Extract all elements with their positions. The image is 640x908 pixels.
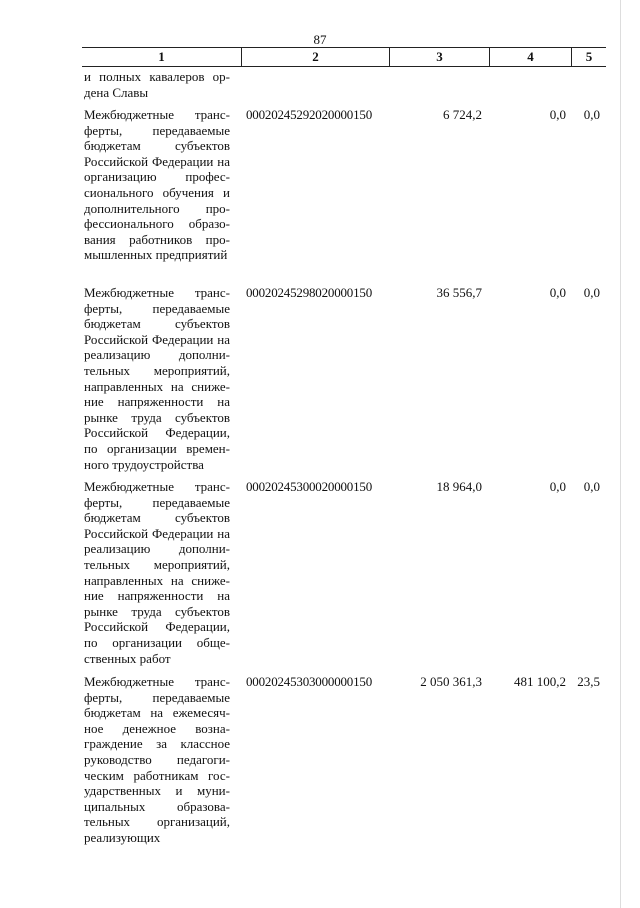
- row-description: Межбюджетные трансферты, передаваемые бюджетам субъектов Российской Федерации на реализацию дополнительных мероприятий, направленных на снижение напряженности на рынке труда субъектов Российской Федерации, по организации общественных работ: [84, 479, 230, 666]
- row-value-col5: 0,0: [583, 479, 600, 494]
- continuation-text: и полных кавалеров ордена Славы: [84, 69, 230, 100]
- row-value-col4: 0,0: [549, 479, 566, 494]
- header-col-4: 4: [490, 48, 572, 66]
- row-code: 00020245300020000150: [246, 479, 373, 494]
- row-code: 00020245292020000150: [246, 107, 373, 122]
- row-value-col4: 0,0: [549, 285, 566, 300]
- row-value-col3: 36 556,7: [436, 285, 482, 300]
- scan-edge-line: [620, 0, 621, 908]
- row-value-col4: 0,0: [549, 107, 566, 122]
- row-description: Межбюджетные трансферты, передаваемые бюджетам субъектов Российской Федерации на организацию профессионального обучения и дополнительного профессионального образования работников промышленных предприятий: [84, 107, 230, 263]
- row-code: 00020245298020000150: [246, 285, 373, 300]
- row-code: 00020245303000000150: [246, 674, 373, 689]
- table-header: [82, 47, 606, 67]
- row-value-col3: 6 724,2: [443, 107, 482, 122]
- row-description: Межбюджетные трансферты, передаваемые бюджетам на ежемесячное денежное вознаграждение за классное руководство педагогическим работникам государственных и муниципальных образовательных организаций, реализующих: [84, 674, 230, 845]
- header-col-1: 1: [82, 48, 242, 66]
- header-col-3: 3: [390, 48, 490, 66]
- page-number: 87: [313, 32, 327, 47]
- row-value-col4: 481 100,2: [514, 674, 566, 689]
- header-col-5: 5: [585, 49, 593, 64]
- row-value-col3: 18 964,0: [436, 479, 482, 494]
- header-col-2: 2: [242, 48, 390, 66]
- row-value-col5: 23,5: [577, 674, 600, 689]
- row-value-col5: 0,0: [583, 285, 600, 300]
- row-description: Межбюджетные трансферты, передаваемые бюджетам субъектов Российской Федерации на реализацию дополнительных мероприятий, направленных на снижение напряженности на рынке труда субъектов Российской Федерации, по организации временного трудоустройства: [84, 285, 230, 472]
- row-value-col3: 2 050 361,3: [420, 674, 482, 689]
- row-value-col5: 0,0: [583, 107, 600, 122]
